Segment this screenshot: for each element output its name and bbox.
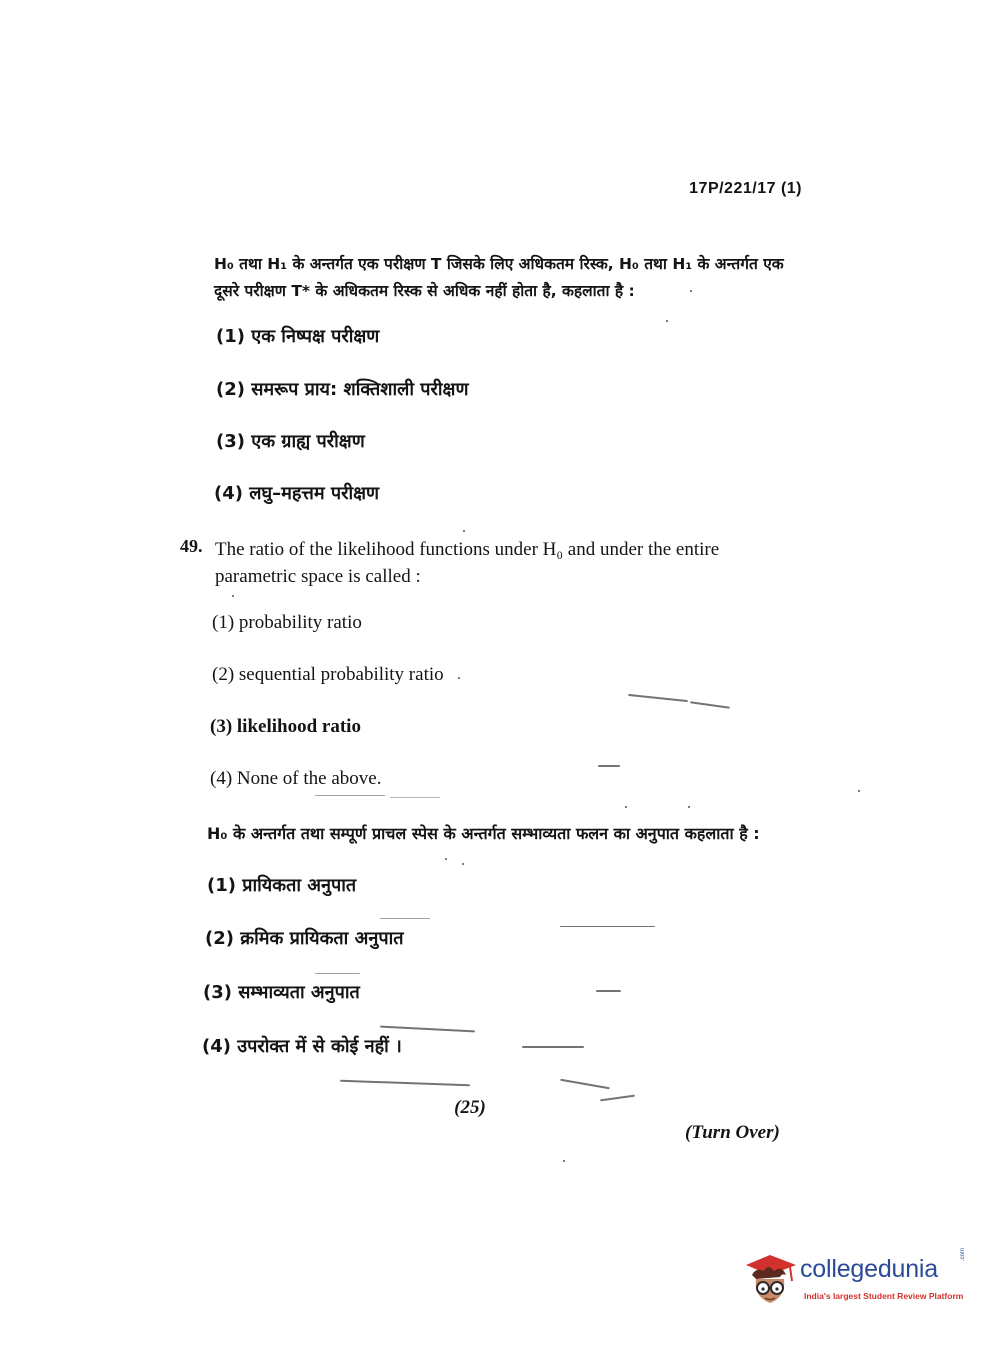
logo-name: collegedunia (800, 1255, 938, 1283)
q49-hindi-option-4: (4) उपरोक्त में से कोई नहीं । (202, 1036, 402, 1057)
q48-option-2: (2) समरूप प्राय: शक्तिशाली परीक्षण (216, 379, 469, 400)
q48-option-4: (4) लघु–महत्तम परीक्षण (214, 483, 380, 504)
q48-option-1: (1) एक निष्पक्ष परीक्षण (216, 326, 380, 347)
q49-option-4: (4) None of the above. (210, 768, 382, 789)
page-number: (25) (454, 1097, 486, 1118)
q48-option-3: (3) एक ग्राह्य परीक्षण (216, 431, 365, 452)
q49-option-3: (3) likelihood ratio (210, 716, 361, 737)
turn-over-note: (Turn Over) (685, 1122, 780, 1143)
q49-hindi-option-3: (3) सम्भाव्यता अनुपात (203, 982, 360, 1003)
q49-number: 49. (180, 536, 203, 556)
q49-option-1: (1) probability ratio (212, 612, 362, 633)
q49-hindi-option-1: (1) प्रायिकता अनुपात (207, 875, 357, 896)
student-mascot-icon (742, 1253, 798, 1313)
logo-tagline: India's largest Student Review Platform (804, 1291, 964, 1301)
collegedunia-logo[interactable] (742, 1247, 972, 1313)
logo-domain-suffix: .com (960, 1247, 966, 1261)
paper-code: 17P/221/17 (1) (689, 180, 802, 197)
q49-stem: The ratio of the likelihood functions under H₀ and under the entire parametric space is called : (215, 539, 720, 587)
q49-hindi-option-2: (2) क्रमिक प्रायिकता अनुपात (205, 928, 404, 949)
q49-hindi-stem: H₀ के अन्तर्गत तथा सम्पूर्ण प्राचल स्पेस के अन्तर्गत सम्भाव्यता फलन का अनुपात कहलाता है : (207, 824, 760, 843)
q48-hindi-stem: H₀ तथा H₁ के अन्तर्गत एक परीक्षण T जिसके लिए अधिकतम रिस्क, H₀ तथा H₁ के अन्तर्गत एक दूसरे परीक्षण T* के अधिकतम रिस्क से अधिक नहीं होता है, कहलाता है : (214, 255, 784, 300)
q49-option-2: (2) sequential probability ratio (212, 664, 444, 685)
